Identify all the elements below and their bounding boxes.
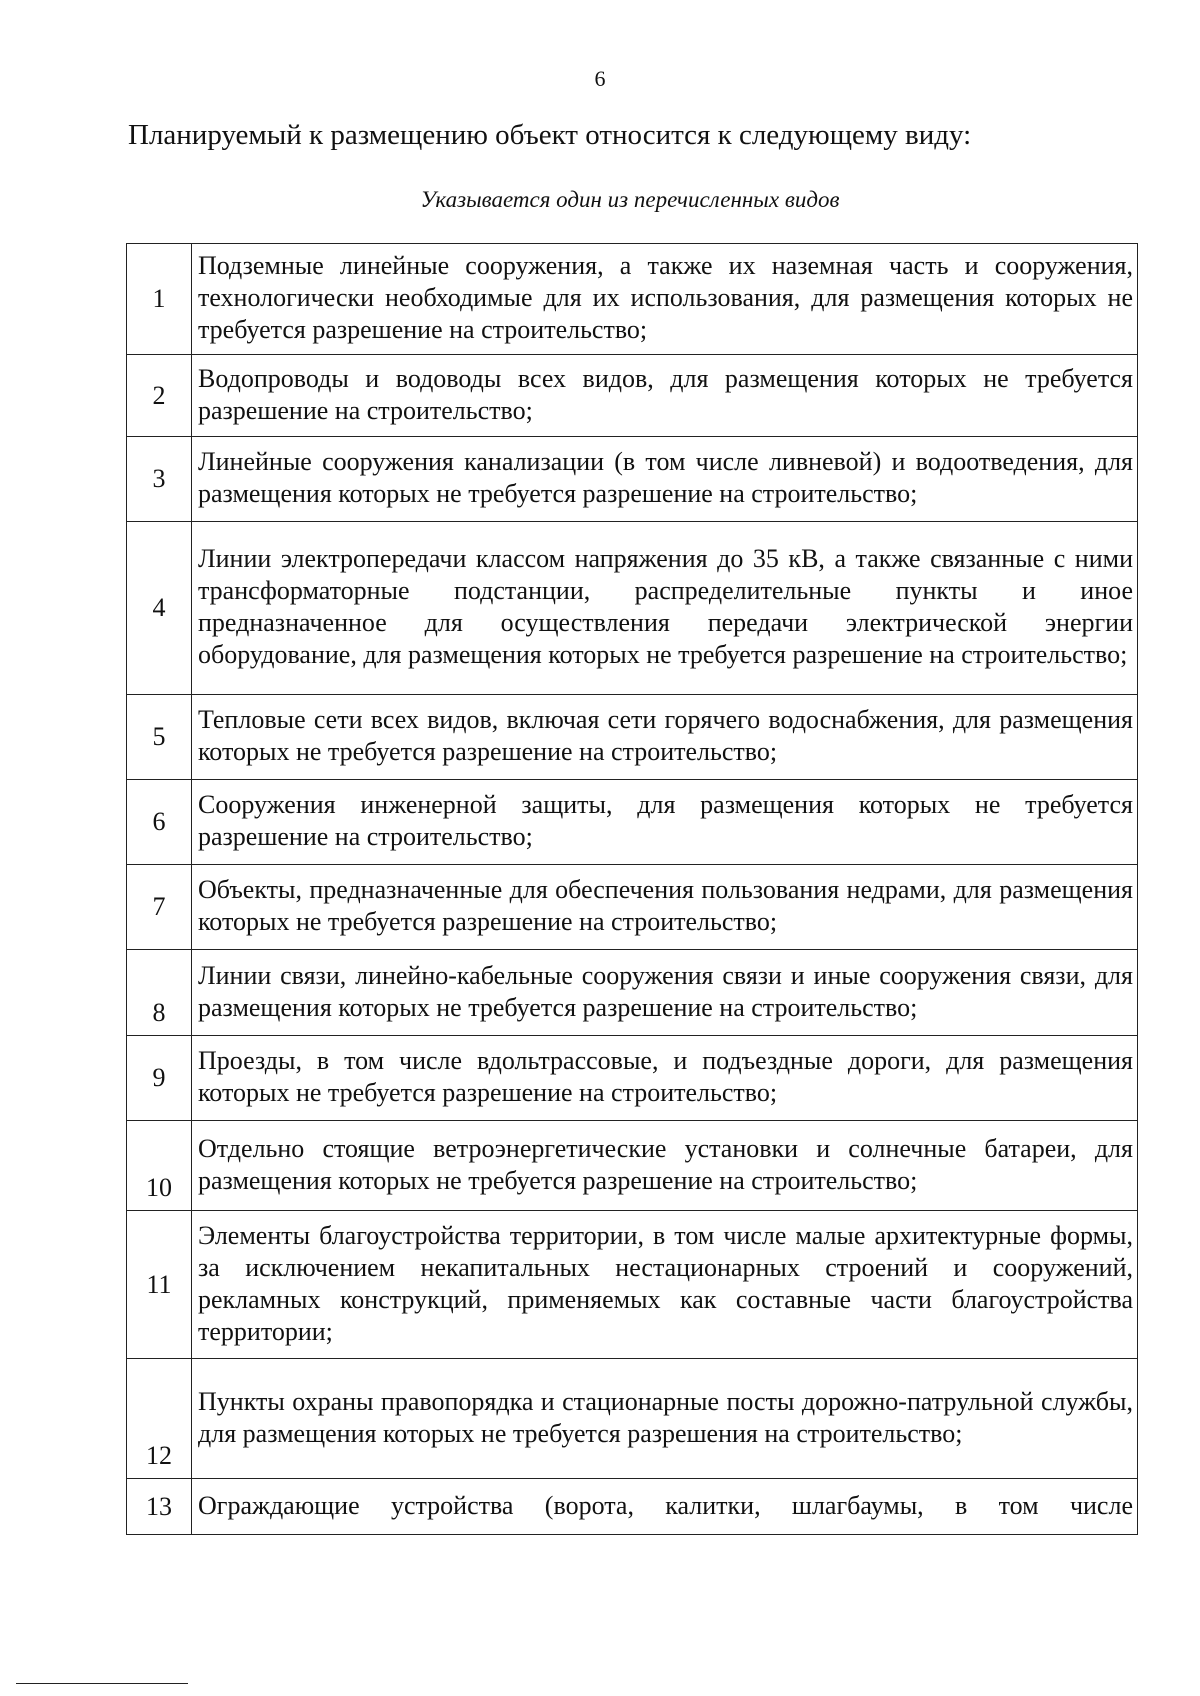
page-number: 6	[594, 66, 606, 91]
row-number: 8	[127, 950, 192, 1036]
table-row	[127, 1211, 1138, 1359]
table-row	[127, 1121, 1138, 1211]
row-description: Тепловые сети всех видов, включая сети горячего водоснабжения, для размещения которых не требуется разрешение на строительство;	[192, 695, 1138, 780]
table-row	[127, 1036, 1138, 1121]
object-kinds-table	[126, 243, 1138, 1535]
row-number: 6	[127, 780, 192, 865]
row-description: Пункты охраны правопорядка и стационарные посты дорожно-патрульной службы, для размещения которых не требуется разрешения на строительство;	[192, 1359, 1138, 1479]
row-number: 9	[127, 1036, 192, 1121]
table-row	[127, 437, 1138, 522]
table-row	[127, 1479, 1138, 1535]
row-number: 4	[127, 522, 192, 695]
table-row	[127, 522, 1138, 695]
row-number: 12	[127, 1359, 192, 1479]
row-description: Элементы благоустройства территории, в том числе малые архитектурные формы, за исключением некапитальных нестационарных строений и сооружений, рекламных конструкций, применяемых как составные части благоустройства территории;	[192, 1211, 1138, 1359]
row-number: 5	[127, 695, 192, 780]
row-number: 13	[127, 1479, 192, 1535]
table-row	[127, 1359, 1138, 1479]
row-description: Отдельно стоящие ветроэнергетические установки и солнечные батареи, для размещения которых не требуется разрешение на строительство;	[192, 1121, 1138, 1211]
row-number: 10	[127, 1121, 192, 1211]
row-number: 11	[127, 1211, 192, 1359]
row-description: Линии связи, линейно-кабельные сооружения связи и иные сооружения связи, для размещения которых не требуется разрешение на строительство;	[192, 950, 1138, 1036]
note-text: Указывается один из перечисленных видов	[420, 187, 840, 212]
table-row	[127, 355, 1138, 437]
intro-text: Планируемый к размещению объект относится к следующему виду:	[128, 119, 972, 151]
row-number: 3	[127, 437, 192, 522]
row-description: Линии электропередачи классом напряжения до 35 кВ, а также связанные с ними трансформаторные подстанции, распределительные пункты и иное предназначенное для осуществления передачи электрической энергии оборудование, для размещения которых не требуется разрешение на строительство;	[192, 522, 1138, 695]
row-description: Линейные сооружения канализации (в том числе ливневой) и водоотведения, для размещения которых не требуется разрешение на строительство;	[192, 437, 1138, 522]
row-description: Подземные линейные сооружения, а также их наземная часть и сооружения, технологически необходимые для их использования, для размещения которых не требуется разрешение на строительство;	[192, 244, 1138, 355]
table-row	[127, 244, 1138, 355]
table-row	[127, 695, 1138, 780]
row-description: Сооружения инженерной защиты, для размещения которых не требуется разрешение на строительство;	[192, 780, 1138, 865]
row-description: Ограждающие устройства (ворота, калитки, шлагбаумы, в том числе	[192, 1479, 1138, 1535]
row-description: Водопроводы и водоводы всех видов, для размещения которых не требуется разрешение на строительство;	[192, 355, 1138, 437]
row-number: 7	[127, 865, 192, 950]
row-description: Объекты, предназначенные для обеспечения пользования недрами, для размещения которых не требуется разрешение на строительство;	[192, 865, 1138, 950]
row-number: 1	[127, 244, 192, 355]
row-description: Проезды, в том числе вдольтрассовые, и подъездные дороги, для размещения которых не требуется разрешение на строительство;	[192, 1036, 1138, 1121]
table-row	[127, 865, 1138, 950]
row-number: 2	[127, 355, 192, 437]
table-row	[127, 780, 1138, 865]
table-row	[127, 950, 1138, 1036]
footnote-separator	[16, 1683, 188, 1684]
